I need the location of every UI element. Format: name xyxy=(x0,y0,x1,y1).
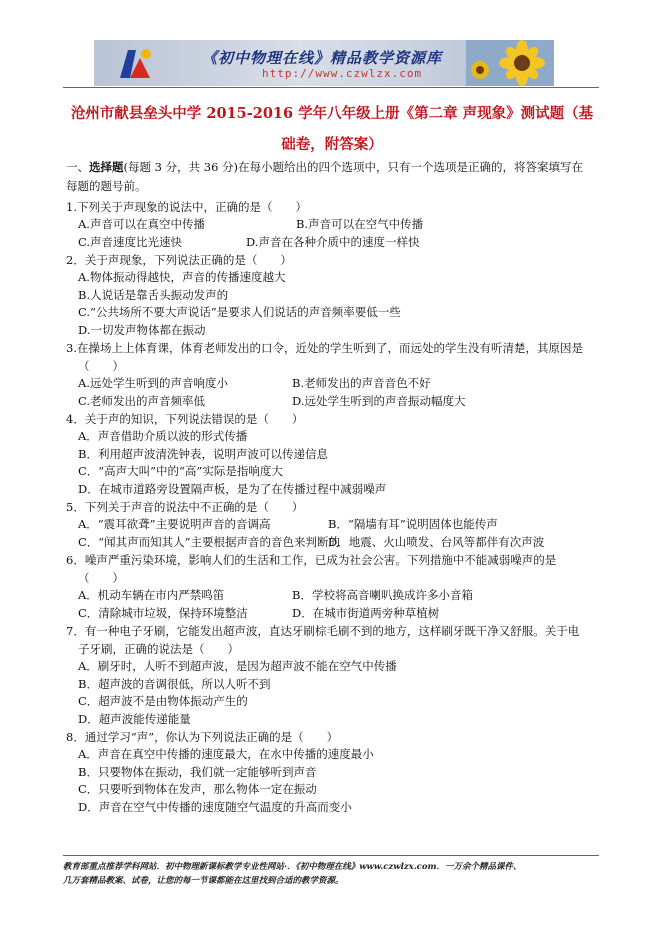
option-row xyxy=(66,587,606,605)
question-5 xyxy=(66,498,606,551)
question-4 xyxy=(66,410,606,498)
question-stem: 4．关于声的知识，下列说法错误的是（ ） xyxy=(66,412,304,426)
header-banner xyxy=(94,40,554,86)
option-c: C.老师发出的声音频率低 xyxy=(78,393,206,408)
option-a: A.物体振动得越快，声音的传播速度越大 xyxy=(78,270,286,284)
option-c: C．超声波不是由物体振动产生的 xyxy=(78,694,248,708)
option-b: B.声音可以在空气中传播 xyxy=(296,217,424,231)
option-row xyxy=(66,375,606,393)
option-d: D.一切发声物体都在振动 xyxy=(78,322,206,337)
option-a: A.远处学生听到的声音响度小 xyxy=(78,376,228,390)
option-b: B.老师发出的声音音色不好 xyxy=(292,376,431,390)
option-d: D．在城市道路旁设置隔声板，是为了在传播过程中减弱噪声 xyxy=(78,481,387,496)
question-stem-cont: 子牙刷，正确的说法是（ ） xyxy=(78,642,239,656)
option-d: D.声音在各种介质中的速度一样快 xyxy=(246,234,420,249)
option-a: A．机动车辆在市内严禁鸣笛 xyxy=(78,588,225,602)
option-b: B.人说话是靠舌头振动发声的 xyxy=(78,287,229,302)
question-stem-cont: （ ） xyxy=(78,359,124,373)
section-header xyxy=(66,158,606,196)
site-logo-icon xyxy=(116,44,156,82)
option-c: C.声音速度比光速快 xyxy=(78,234,183,249)
question-stem: 7．有一种电子牙刷，它能发出超声波，直达牙刷棕毛刷不到的地方，这样刷牙既干净又舒服。关于电 xyxy=(66,624,580,638)
option-d: D.远处学生听到的声音振动幅度大 xyxy=(292,393,466,408)
option-c: C.“公共场所不要大声说话”是要求人们说话的声音频率要低一些 xyxy=(78,305,401,319)
option-d: D．在城市街道两旁种草植树 xyxy=(292,605,440,620)
section-instruction-2: 每题的题号前。 xyxy=(66,179,147,193)
option-c: C．“高声大叫”中的“高”实际是指响度大 xyxy=(78,464,283,478)
footer-line-1: 教育部重点推荐学科网站．初中物理新课标教学专业性网站·．《初中物理在线》www.czwlzx.com．一万余个精品课件、 xyxy=(63,862,522,872)
option-a: A．声音在真空中传播的速度最大，在水中传播的速度最小 xyxy=(78,747,374,761)
option-b: B．学校将高音喇叭换成许多小音箱 xyxy=(292,588,473,602)
option-b: B．只要物体在振动，我们就一定能够听到声音 xyxy=(78,764,317,779)
section-name: 选择题 xyxy=(89,160,124,174)
banner-url: http://www.czwlzx.com xyxy=(262,67,423,80)
option-c: C．清除城市垃圾，保持环境整洁 xyxy=(78,605,248,620)
question-stem: 6．噪声严重污染环境，影响人们的生活和工作，已成为社会公害。下列措施中不能减弱噪声的是 xyxy=(66,553,557,567)
question-stem: 2．关于声现象，下列说法正确的是（ ） xyxy=(66,253,292,267)
title-line-1: 沧州市献县垒头中学 2015-2016 学年八年级上册《第二章 声现象》测试题（基 xyxy=(70,105,594,122)
option-b: B．超声波的音调很低，所以人听不到 xyxy=(78,676,271,691)
option-a: A．“震耳欲聋”主要说明声音的音调高 xyxy=(78,517,271,531)
question-stem: 3.在操场上上体育课，体育老师发出的口令，近处的学生听到了，而远处的学生没有听清楚，其原因是 xyxy=(66,341,583,355)
option-b: B．利用超声波清洗钟表，说明声波可以传递信息 xyxy=(78,446,328,461)
option-d: D．超声波能传递能量 xyxy=(78,711,191,726)
option-a: A.声音可以在真空中传播 xyxy=(78,217,205,231)
question-6 xyxy=(66,551,606,622)
question-3 xyxy=(66,339,606,410)
option-row xyxy=(66,393,606,411)
section-number: 一、 xyxy=(66,160,89,174)
title-line-2: 础卷，附答案） xyxy=(281,136,383,153)
question-stem: 8．通过学习“声”，你认为下列说法正确的是（ ） xyxy=(66,730,339,744)
option-c: C．只要听到物体在发声，那么物体一定在振动 xyxy=(78,782,317,796)
header-divider xyxy=(63,87,599,88)
question-stem: 1.下列关于声现象的说法中，正确的是（ ） xyxy=(66,200,307,214)
option-row xyxy=(66,516,606,534)
option-row xyxy=(66,534,606,552)
banner-site-name: 《初中物理在线》精品教学资源库 xyxy=(202,49,443,67)
question-8 xyxy=(66,728,606,816)
document-title xyxy=(58,98,606,160)
question-content xyxy=(66,158,606,816)
sunflower-image xyxy=(466,40,554,86)
question-7 xyxy=(66,622,606,728)
option-row xyxy=(66,216,606,234)
option-d: D．声音在空气中传播的速度随空气温度的升高而变小 xyxy=(78,799,352,814)
footer-divider xyxy=(63,855,599,856)
footer-line-2: 几万套精品教案、试卷，让您的每一节课都能在这里找到合适的教学资源。 xyxy=(63,876,344,886)
question-stem-cont: （ ） xyxy=(78,571,124,585)
question-stem: 5．下列关于声音的说法中不正确的是（ ） xyxy=(66,500,304,514)
option-d: D．地震、火山喷发、台风等都伴有次声波 xyxy=(328,534,545,549)
section-instruction: (每题 3 分，共 36 分)在每小题给出的四个选项中，只有一个选项是正确的，将答案填写在 xyxy=(123,160,584,174)
option-row xyxy=(66,605,606,623)
option-row xyxy=(66,234,606,252)
option-a: A．声音借助介质以波的形式传播 xyxy=(78,429,248,443)
question-1 xyxy=(66,198,606,251)
option-b: B．“隔墙有耳”说明固体也能传声 xyxy=(328,517,498,531)
page-footer xyxy=(63,860,603,888)
option-c: C．“闻其声而知其人”主要根据声音的音色来判断的 xyxy=(78,534,341,549)
option-a: A．刷牙时，人听不到超声波，是因为超声波不能在空气中传播 xyxy=(78,659,397,673)
question-2 xyxy=(66,251,606,339)
